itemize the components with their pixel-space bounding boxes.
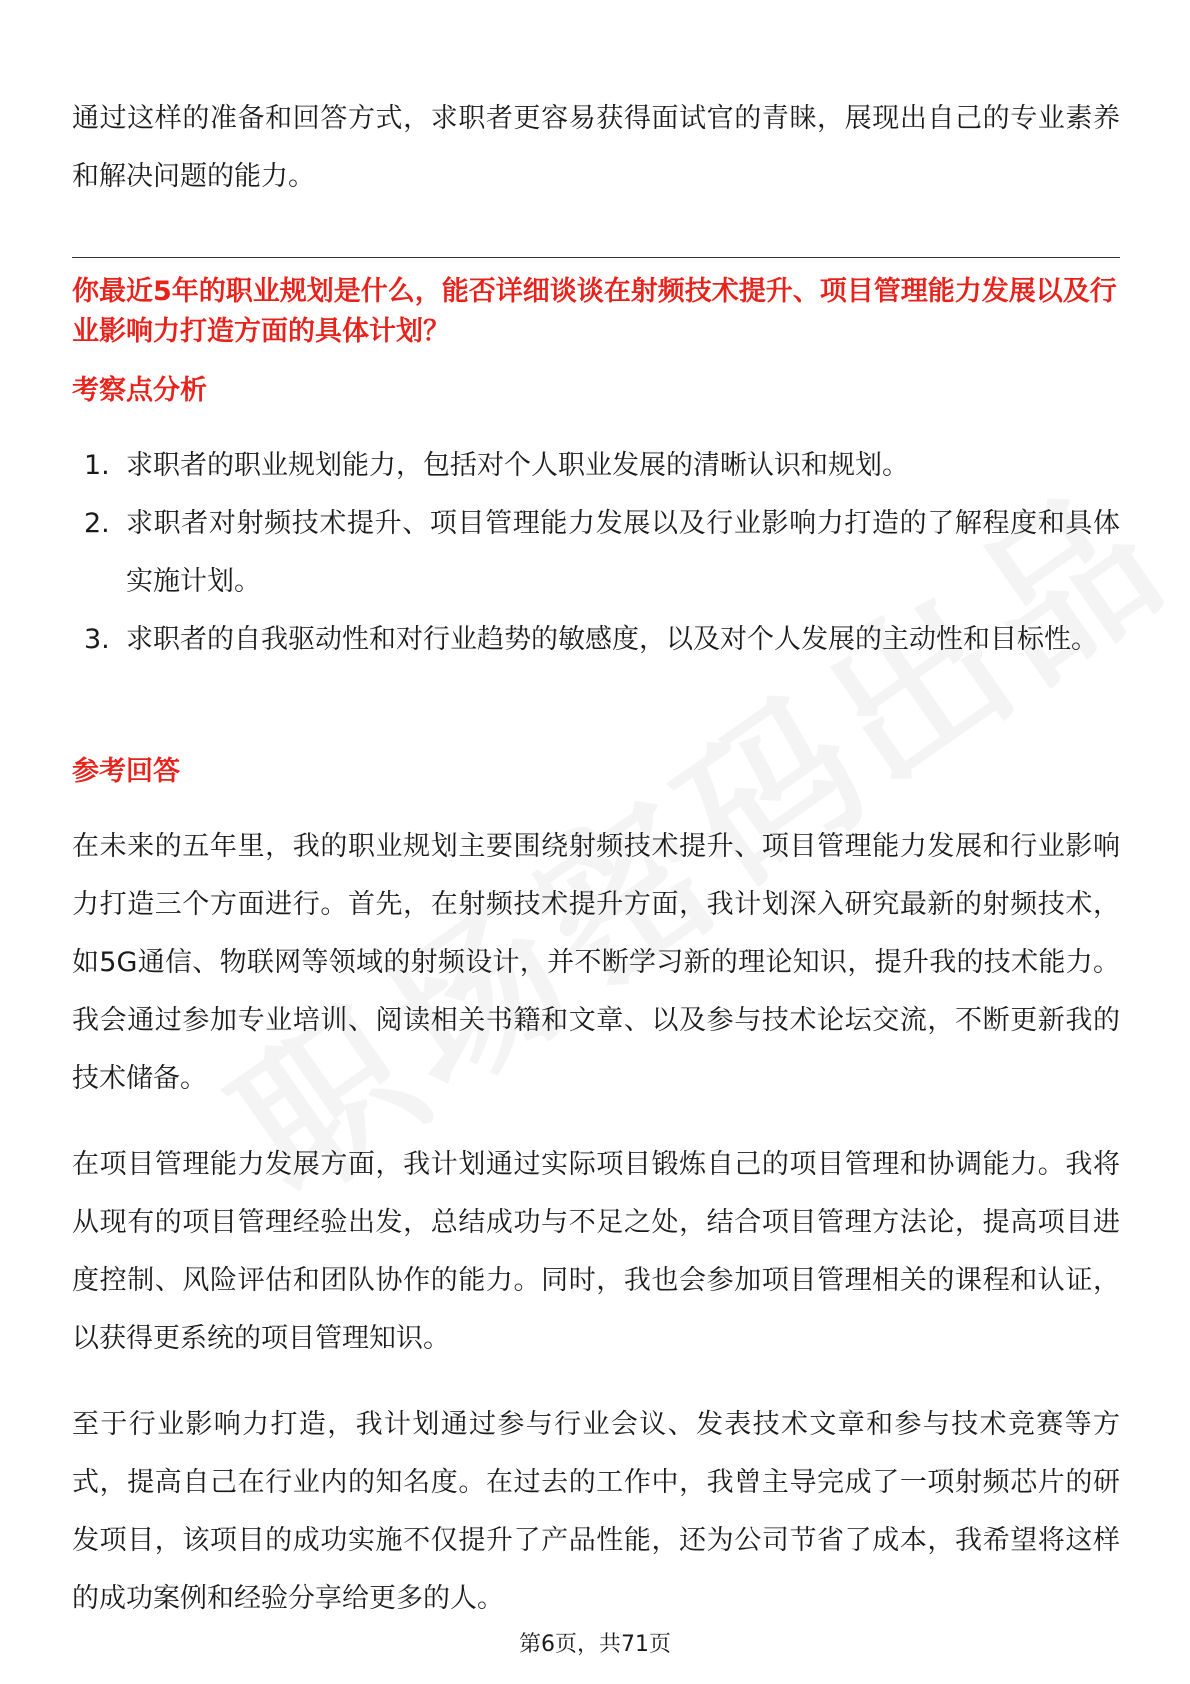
interview-question: 你最近5年的职业规划是什么，能否详细谈谈在射频技术提升、项目管理能力发展以及行业影响力打造方面的具体计划？ xyxy=(72,276,1117,347)
page-number: 第6页，共71页 xyxy=(519,1632,671,1657)
list-item xyxy=(72,495,1120,611)
answer-paragraph-technology: 在未来的五年里，我的职业规划主要围绕射频技术提升、项目管理能力发展和行业影响力打造三个方面进行。首先，在射频技术提升方面，我计划深入研究最新的射频技术，如5G通信、物联网等领域的射频设计，并不断学习新的理论知识，提升我的技术能力。我会通过参加专业培训、阅读相关书籍和文章、以及参与技术论坛交流，不断更新我的技术储备。 xyxy=(72,831,1120,1094)
list-item-number: 2. xyxy=(84,508,110,539)
section-divider xyxy=(72,257,1120,258)
reference-heading: 参考回答 xyxy=(72,756,180,787)
list-item-text: 求职者的自我驱动性和对行业趋势的敏感度，以及对个人发展的主动性和目标性。 xyxy=(126,624,1098,655)
answer-paragraph-influence: 至于行业影响力打造，我计划通过参与行业会议、发表技术文章和参与技术竞赛等方式，提高自己在行业内的知名度。在过去的工作中，我曾主导完成了一项射频芯片的研发项目，该项目的成功实施不仅提升了产品性能，还为公司节省了成本，我希望将这样的成功案例和经验分享给更多的人。 xyxy=(72,1409,1120,1614)
answer-paragraph-management: 在项目管理能力发展方面，我计划通过实际项目锻炼自己的项目管理和协调能力。我将从现有的项目管理经验出发，总结成功与不足之处，结合项目管理方法论，提高项目进度控制、风险评估和团队协作的能力。同时，我也会参加项目管理相关的课程和认证，以获得更系统的项目管理知识。 xyxy=(72,1149,1120,1354)
intro-paragraph: 通过这样的准备和回答方式，求职者更容易获得面试官的青睐，展现出自己的专业素养和解决问题的能力。 xyxy=(72,103,1120,192)
list-item-number: 1. xyxy=(84,450,110,481)
list-item-text: 求职者的职业规划能力，包括对个人职业发展的清晰认识和规划。 xyxy=(126,450,909,481)
list-item xyxy=(72,437,1120,495)
analysis-list xyxy=(72,437,1120,669)
list-item xyxy=(72,611,1120,669)
list-item-number: 3. xyxy=(84,624,110,655)
list-item-text: 求职者对射频技术提升、项目管理能力发展以及行业影响力打造的了解程度和具体实施计划。 xyxy=(126,508,1120,597)
analysis-heading: 考察点分析 xyxy=(72,375,207,406)
